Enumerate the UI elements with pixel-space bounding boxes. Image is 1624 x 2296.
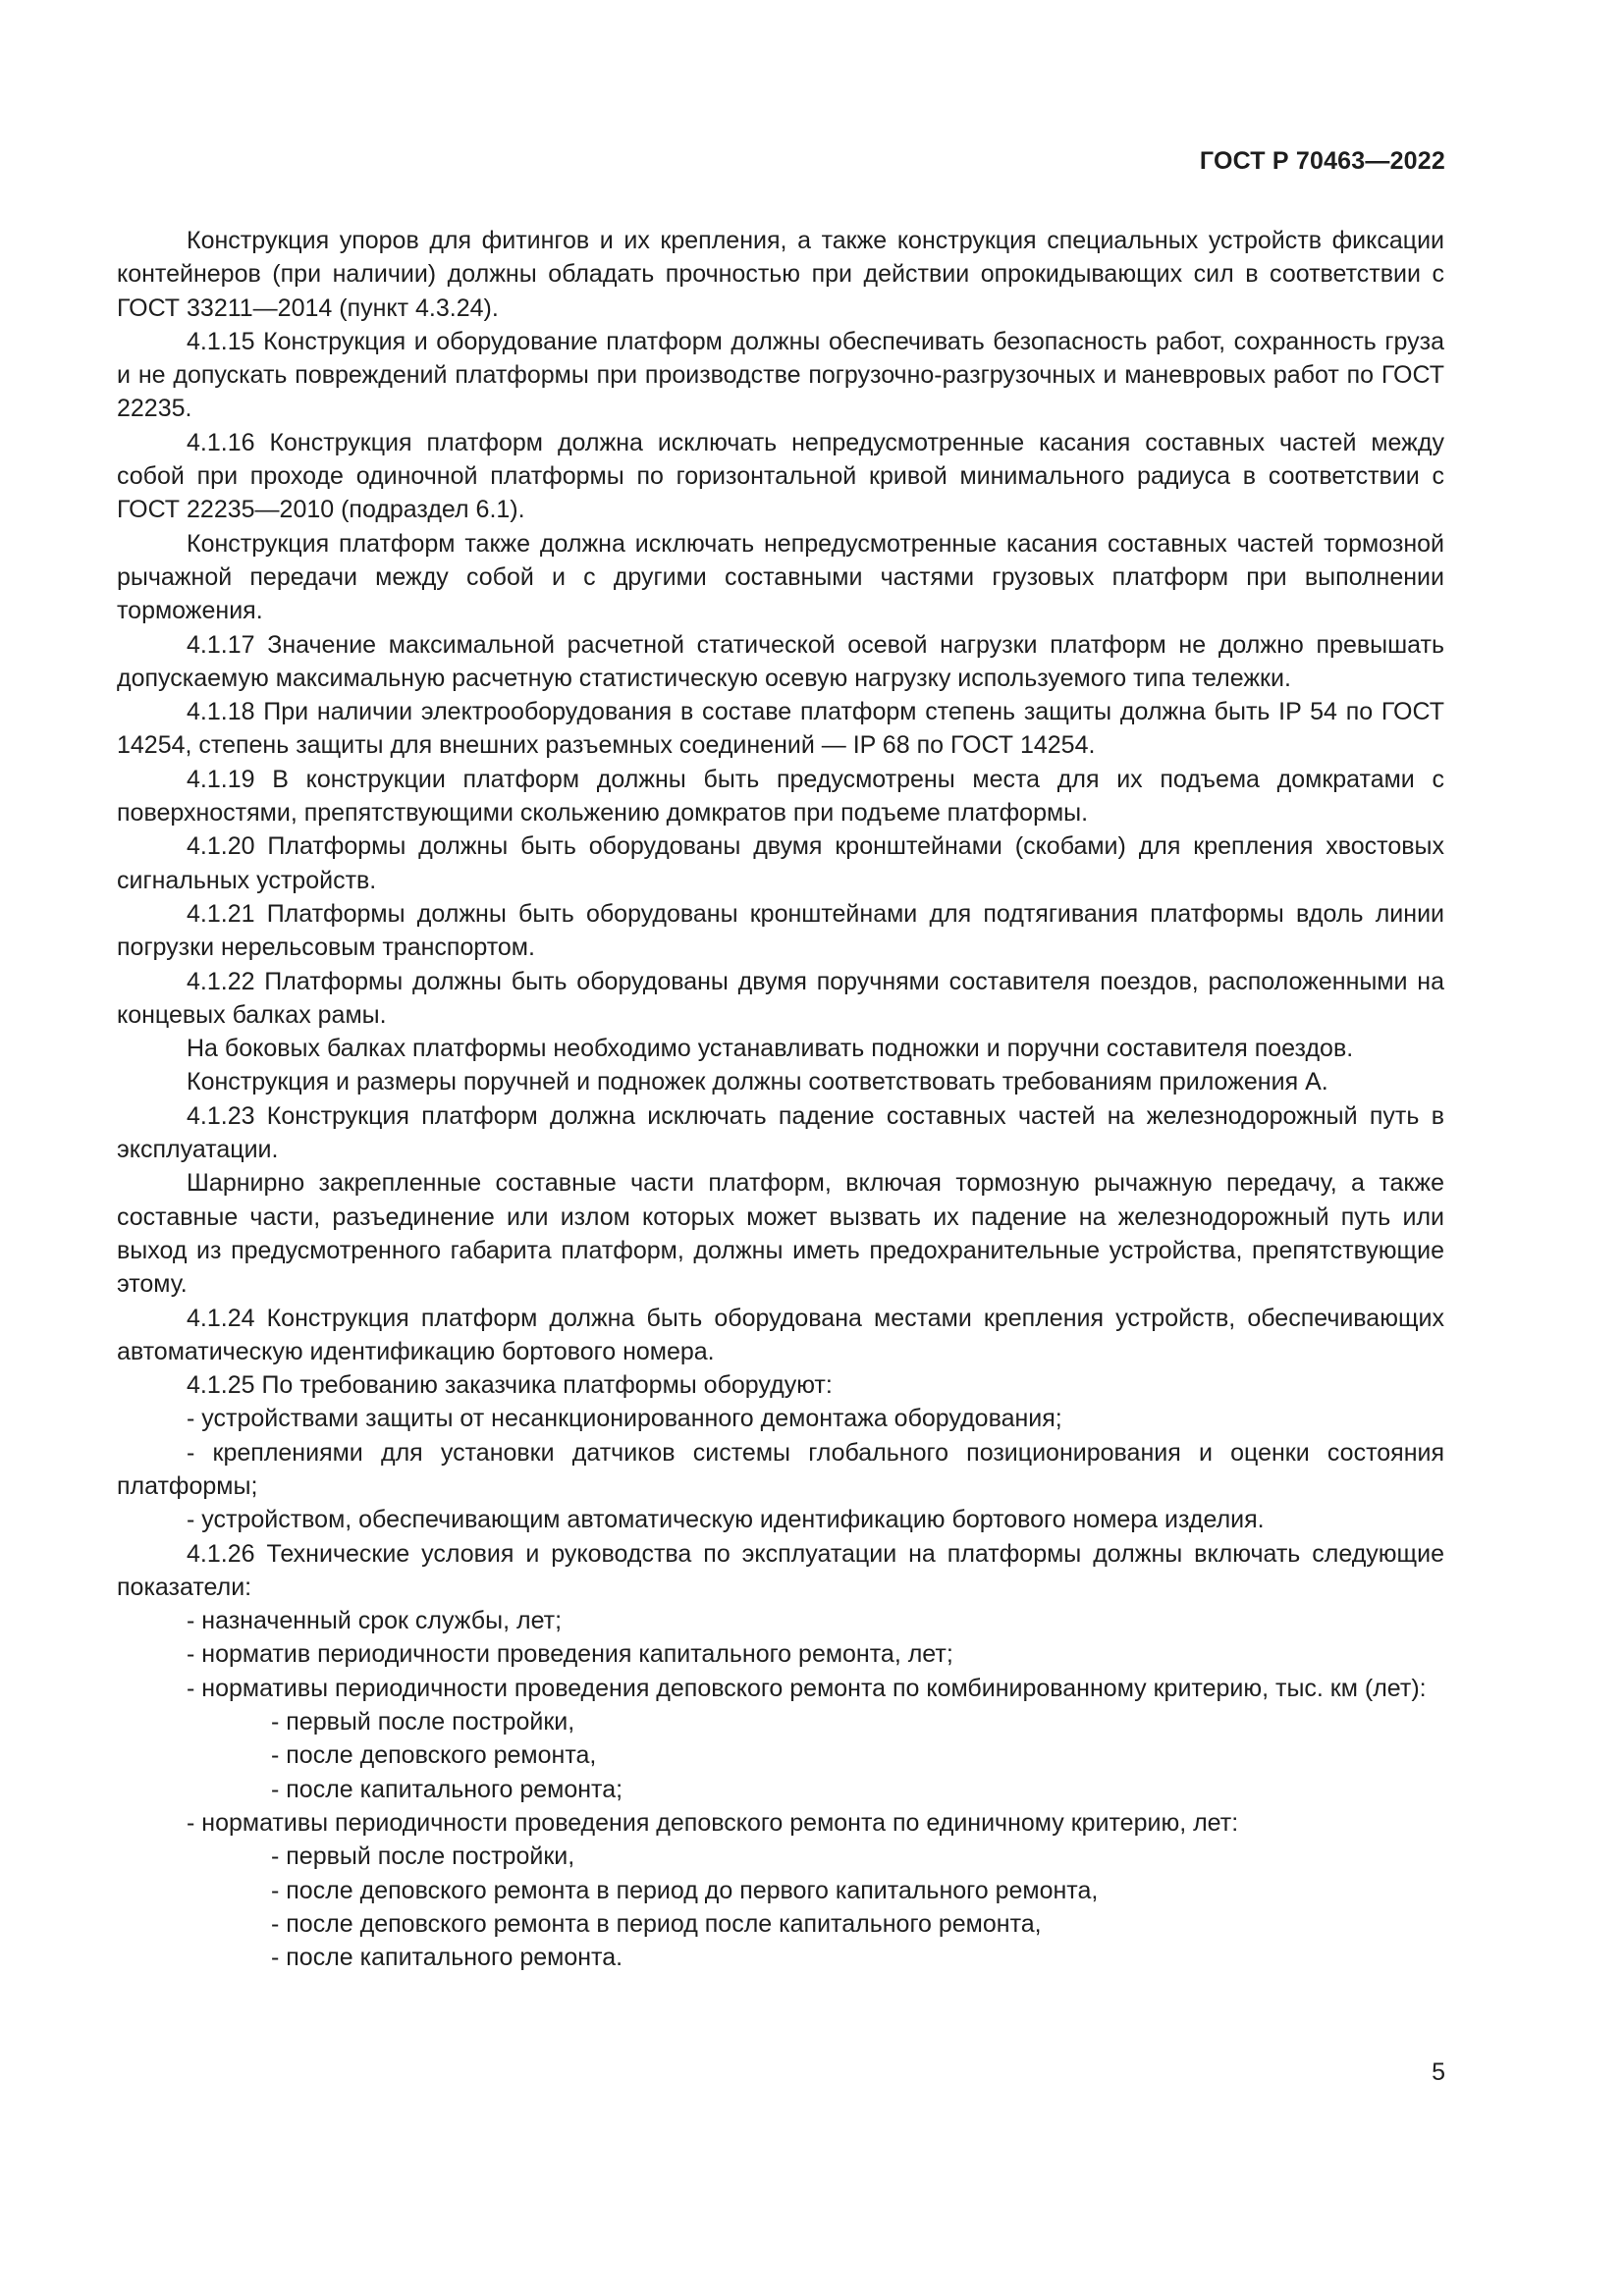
paragraph: 4.1.21 Платформы должны быть оборудованы кронштейнами для подтягивания платформы вдоль линии погрузки нерельсовым транспортом. xyxy=(117,899,1444,962)
paragraph: Конструкция упоров для фитингов и их крепления, а также конструкция специальных устройств фиксации контейнеров (при наличии) должны обладать прочностью при действии опрокидывающих сил в соответствии с ГОСТ 33211—2014 (пункт 4.3.24). xyxy=(117,227,1444,322)
paragraph: 4.1.22 Платформы должны быть оборудованы двумя поручнями составителя поездов, расположенными на концевых балках рамы. xyxy=(117,967,1444,1029)
paragraph: 4.1.18 При наличии электрооборудования в составе платформ степень защиты должна быть IP 54 по ГОСТ 14254, степень защиты для внешних разъемных соединений — IP 68 по ГОСТ 14254. xyxy=(117,698,1444,760)
paragraph: 4.1.19 В конструкции платформ должны быть предусмотрены места для их подъема домкратами с поверхностями, препятствующими скольжению домкратов при подъеме платформы. xyxy=(117,765,1444,828)
paragraph: 4.1.15 Конструкция и оборудование платформ должны обеспечивать безопасность работ, сохранность груза и не допускать повреждений платформы при производстве погрузочно-разгрузочных и маневровых работ по ГОСТ 22235. xyxy=(117,327,1444,423)
paragraph: 4.1.24 Конструкция платформ должна быть оборудована местами крепления устройств, обеспечивающих автоматическую идентификацию бортового номера. xyxy=(117,1304,1444,1365)
list-item: - креплениями для установки датчиков системы глобального позиционирования и оценки состояния платформы; xyxy=(117,1438,1444,1500)
sub-list-item: - первый после постройки, xyxy=(271,1708,575,1736)
paragraph: На боковых балках платформы необходимо устанавливать подножки и поручни составителя поездов. xyxy=(187,1035,1354,1063)
list-item: - устройствами защиты от несанкционированного демонтажа оборудования; xyxy=(187,1405,1062,1433)
list-item: - устройством, обеспечивающим автоматическую идентификацию бортового номера изделия. xyxy=(187,1506,1265,1534)
sub-list-item: - первый после постройки, xyxy=(271,1842,575,1871)
paragraph: 4.1.17 Значение максимальной расчетной статической осевой нагрузки платформ не должно превышать допускаемую максимальную расчетную статистическую осевую нагрузку используемого типа тележки. xyxy=(117,630,1444,692)
list-item: - нормативы периодичности проведения деповского ремонта по комбинированному критерию, тыс. км (лет): xyxy=(187,1674,1427,1702)
page-number: 5 xyxy=(1432,2058,1445,2086)
document-code: ГОСТ Р 70463—2022 xyxy=(1199,147,1445,175)
list-item: - назначенный срок службы, лет; xyxy=(187,1607,563,1635)
paragraph: 4.1.25 По требованию заказчика платформы оборудуют: xyxy=(187,1371,833,1400)
list-item: - нормативы периодичности проведения деповского ремонта по единичному критерию, лет: xyxy=(187,1808,1239,1837)
paragraph: 4.1.26 Технические условия и руководства по эксплуатации на платформы должны включать следующие показатели: xyxy=(117,1539,1444,1601)
list-item: - норматив периодичности проведения капитального ремонта, лет; xyxy=(187,1640,953,1669)
paragraph: 4.1.16 Конструкция платформ должна исключать непредусмотренные касания составных частей между собой при проходе одиночной платформы по горизонтальной кривой минимального радиуса в соответствии с ГОСТ 22235—2010 (подраздел 6.1). xyxy=(117,428,1444,524)
sub-list-item: - после деповского ремонта в период до первого капитального ремонта, xyxy=(271,1876,1099,1904)
paragraph: 4.1.20 Платформы должны быть оборудованы двумя кронштейнами (скобами) для крепления хвостовых сигнальных устройств. xyxy=(117,832,1444,894)
paragraph: Конструкция и размеры поручней и подножек должны соответствовать требованиям приложения А. xyxy=(187,1068,1328,1096)
paragraph: Шарнирно закрепленные составные части платформ, включая тормозную рычажную передачу, а также составные части, разъединение или излом которых может вызвать их падение на железнодорожный путь или выход из предусмотренного габарита платформ, должны иметь предохранительные устройства, препятствующие этому. xyxy=(117,1169,1444,1299)
paragraph: 4.1.23 Конструкция платформ должна исключать падение составных частей на железнодорожный путь в эксплуатации. xyxy=(117,1101,1444,1164)
paragraph: Конструкция платформ также должна исключать непредусмотренные касания составных частей тормозной рычажной передачи между собой и с другими составными частями грузовых платформ при выполнении торможения. xyxy=(117,529,1444,625)
sub-list-item: - после деповского ремонта в период после капитального ремонта, xyxy=(271,1909,1042,1938)
sub-list-item: - после капитального ремонта. xyxy=(271,1944,623,1972)
sub-list-item: - после деповского ремонта, xyxy=(271,1741,597,1770)
document-body xyxy=(117,224,1444,1974)
sub-list-item: - после капитального ремонта; xyxy=(271,1775,623,1803)
